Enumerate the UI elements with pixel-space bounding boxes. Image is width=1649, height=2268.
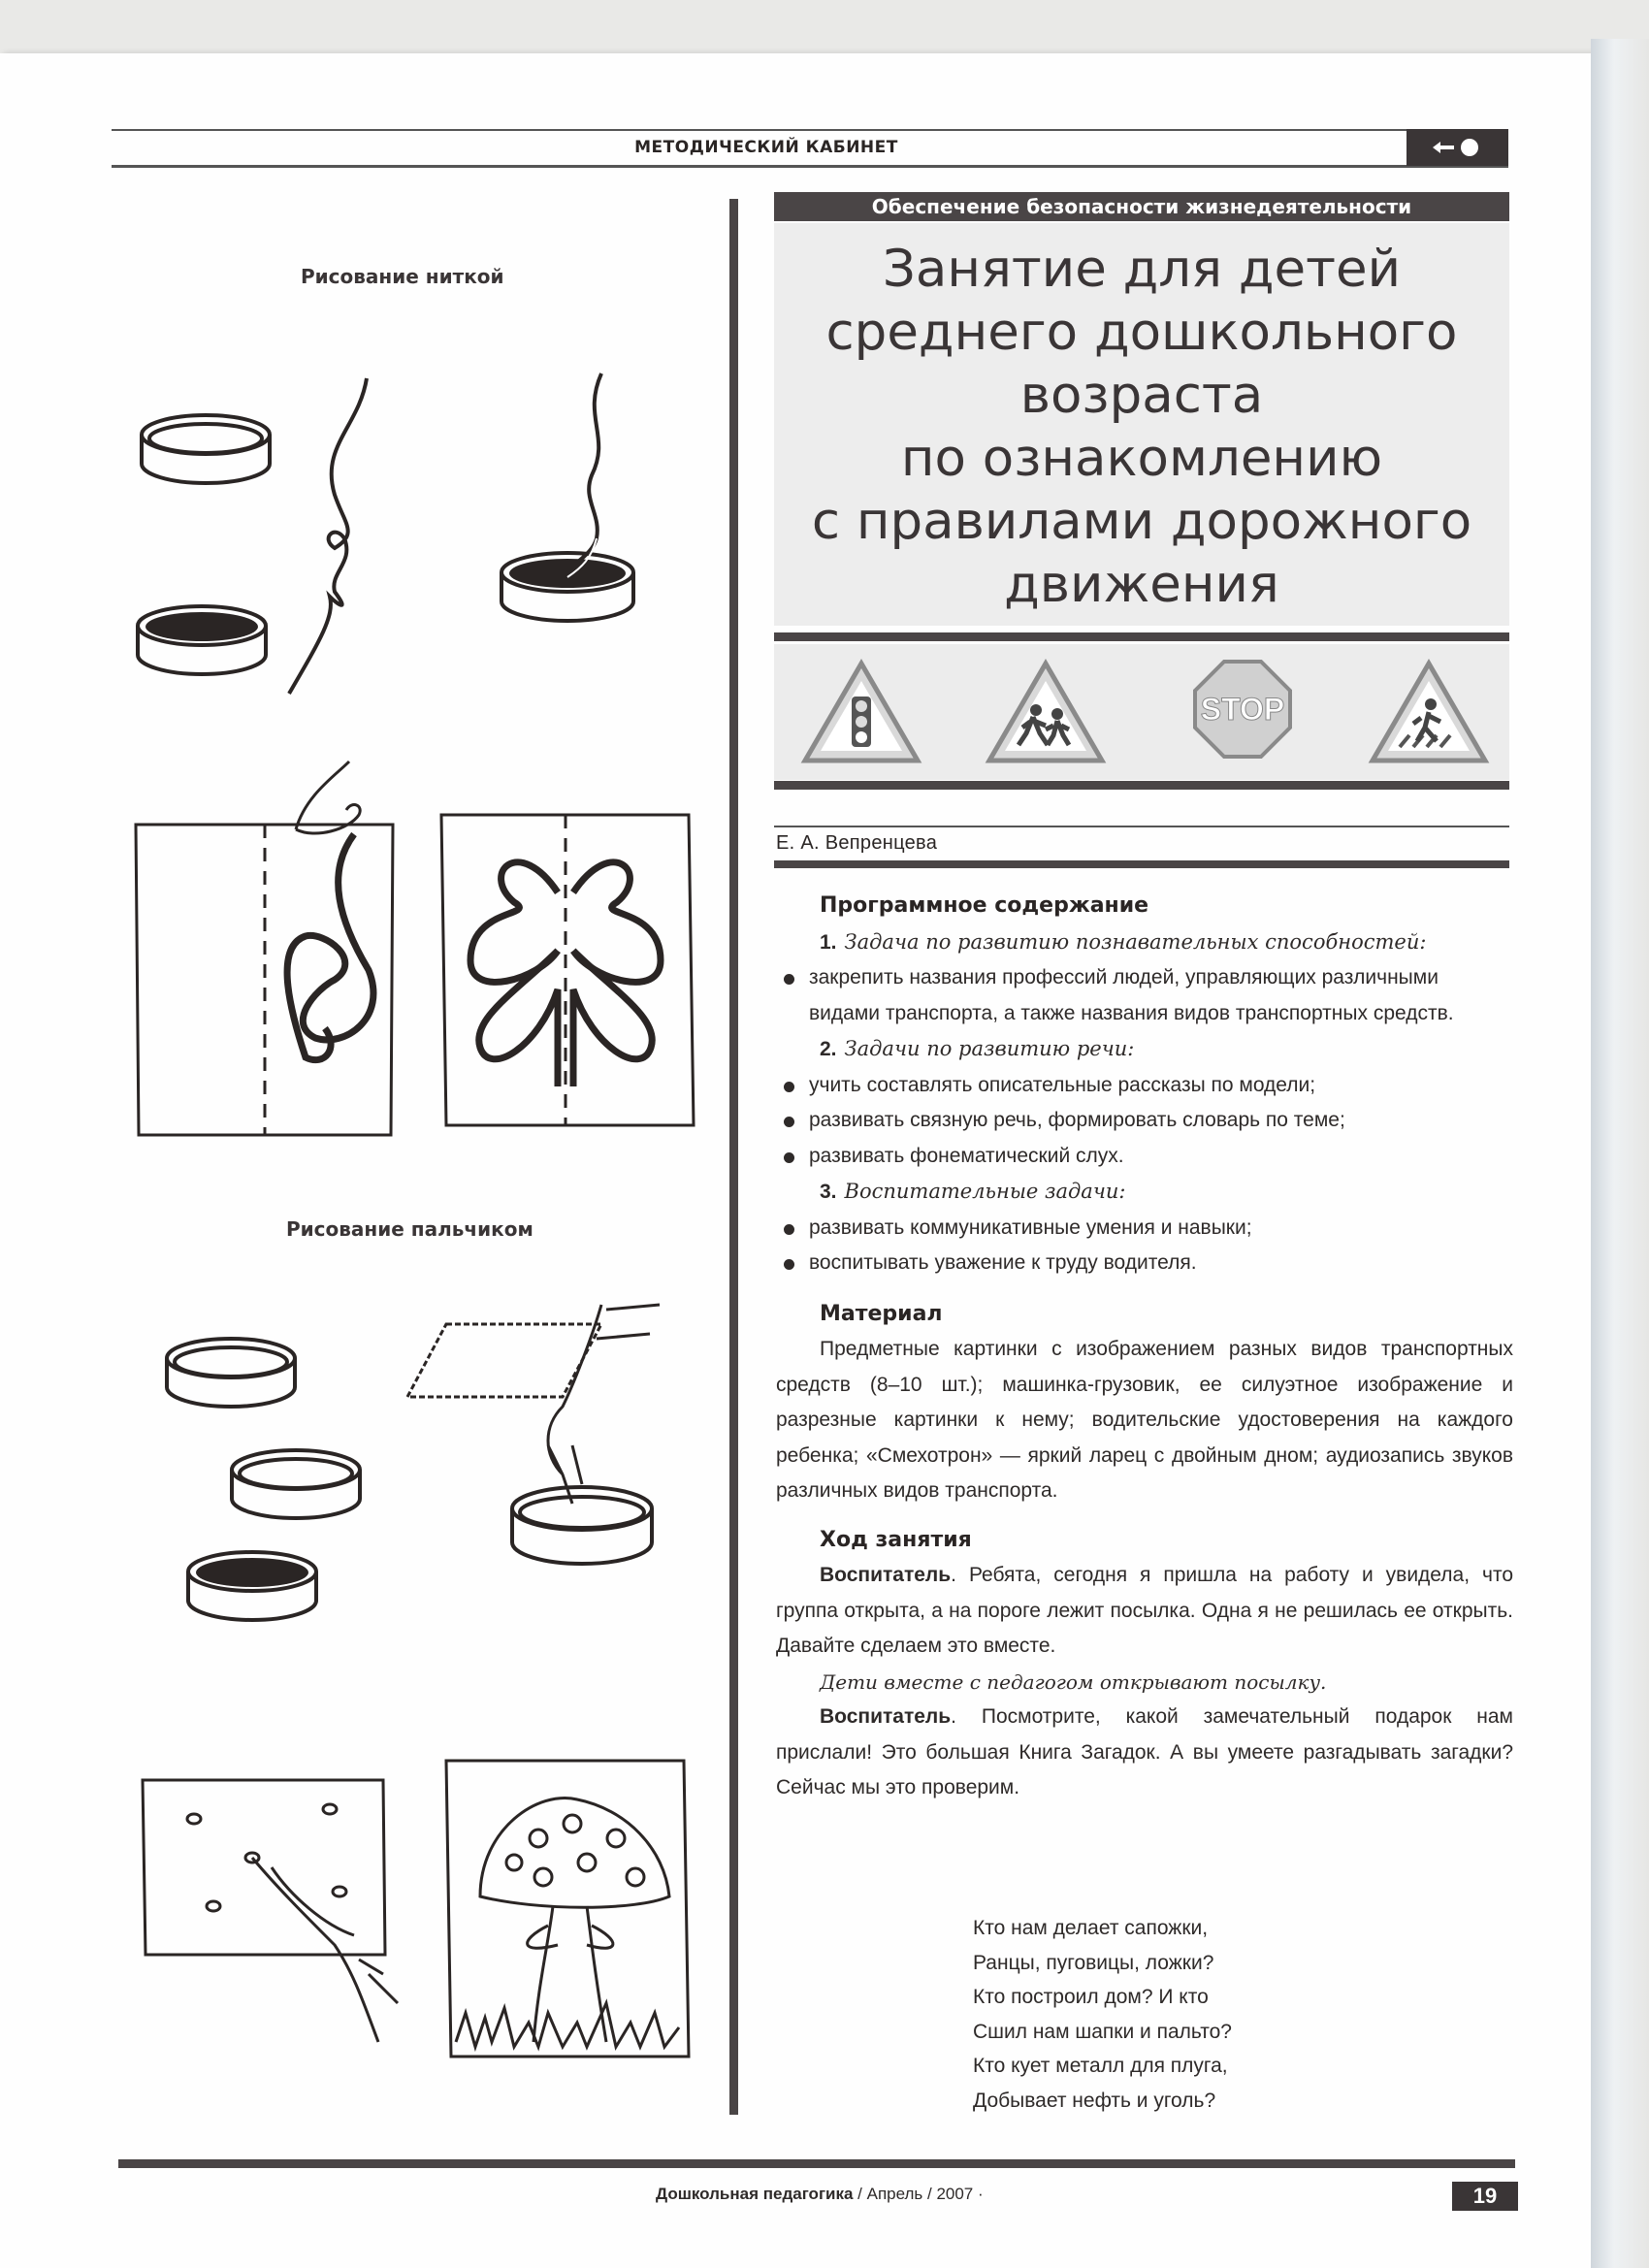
task-1: 1. Задача по развитию познавательных способностей: [820, 929, 1427, 954]
list-item: учить составлять описательные рассказы по модели; [776, 1068, 1513, 1104]
footer-citation: Дошкольная педагогика / Апрель / 2007 · [656, 2185, 984, 2203]
paragraph-1: Воспитатель. Ребята, сегодня я пришла на работу и увидела, что группа открыта, а на пороге лежит посылка. Одна я не решилась ее открыть. Давайте сделаем это вместе. [776, 1564, 1513, 1657]
children-crossing-sign-icon [989, 664, 1102, 761]
heading-thread-drawing: Рисование ниткой [301, 265, 504, 288]
thread-print-illustration [131, 757, 698, 1145]
list-item: закрепить названия профессий людей, управляющих различными видами транспорта, а также названия видов транспортных средств. [776, 960, 1513, 1031]
arrow-dot-icon [1406, 129, 1508, 166]
list-item: развивать фонематический слух. [776, 1139, 1513, 1175]
signs-rule [774, 781, 1509, 790]
header-rule-bottom [112, 165, 1508, 168]
road-signs-row [795, 656, 1494, 770]
list-item: развивать коммуникативные умения и навыки; [776, 1211, 1513, 1247]
author-rule-bottom [774, 860, 1509, 868]
article-title: Занятие для детей среднего дошкольного возраста по ознакомлению с правилами дорожного движения [811, 240, 1472, 614]
task-3: 3. Воспитательные задачи: [820, 1180, 1126, 1203]
task-2: 2. Задачи по развитию речи: [820, 1037, 1135, 1060]
article-body [776, 889, 1513, 1806]
riddle-poem: Кто нам делает сапожки, Ранцы, пуговицы, ложки? Кто построил дом? И кто Сшил нам шапки и пальто? Кто кует металл для плуга, Добывает нефть и уголь? [973, 1917, 1232, 2112]
rubric-banner: Обеспечение безопасности жизнедеятельности [774, 192, 1509, 221]
thread-dish-illustration [126, 369, 669, 698]
traffic-light-sign-icon [805, 664, 918, 761]
svg-text:STOP: STOP [1200, 692, 1285, 727]
page-edge [1591, 39, 1649, 2268]
material-heading: Материал [820, 1301, 943, 1326]
paragraph-2: Воспитатель. Посмотрите, какой замечательный подарок нам прислали! Это большая Книга Загадок. А вы умеете разгадывать загадки? Сейчас мы это проверим. [776, 1705, 1513, 1798]
author-name: Е. А. Вепренцева [776, 832, 938, 854]
page-number: 19 [1452, 2182, 1518, 2211]
title-rule [774, 632, 1509, 641]
section-header: МЕТОДИЧЕСКИЙ КАБИНЕТ [634, 138, 898, 157]
material-text: Предметные картинки с изображением разных видов транспортных средств (8–10 шт.); машинка-грузовик, ее силуэтное изображение и разрезные картинки к нему; водительские удостоверения на каждого ребенка; «Смехотрон» — яркий ларец с двойным дном; аудиозапись звуков различных видов транспорта. [776, 1338, 1513, 1502]
pedestrian-crossing-sign-icon [1373, 664, 1485, 761]
author-rule-top [774, 826, 1509, 827]
stop-sign-icon [1195, 662, 1290, 757]
lesson-heading: Ход занятия [820, 1527, 972, 1552]
stage-direction: Дети вместе с педагогом открывают посылку. [820, 1669, 1327, 1694]
list-item: воспитывать уважение к труду водителя. [776, 1246, 1513, 1281]
list-item: развивать связную речь, формировать словарь по теме; [776, 1103, 1513, 1139]
footer-rule [118, 2159, 1515, 2168]
column-divider [729, 199, 738, 2115]
program-heading: Программное содержание [820, 893, 1149, 918]
heading-finger-drawing: Рисование пальчиком [286, 1217, 534, 1241]
finger-paint-dishes-illustration [155, 1300, 698, 1630]
finger-dots-mushroom-illustration [131, 1751, 698, 2071]
